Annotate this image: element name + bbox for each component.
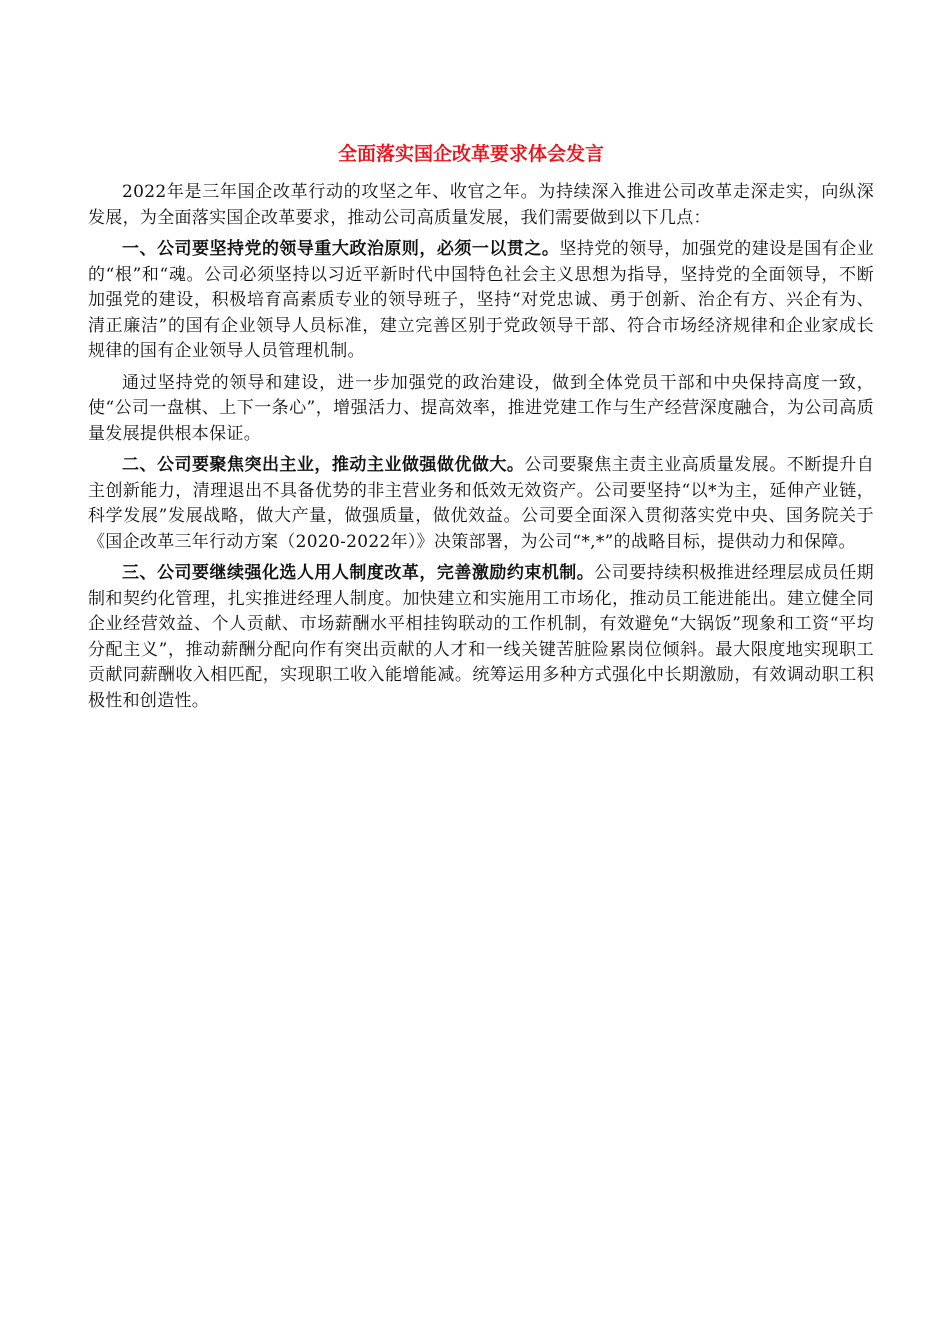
document-body (88, 140, 874, 720)
paragraph-heading: 一、公司要坚持党的领导重大政治原则，必须一以贯之。 (122, 239, 560, 259)
paragraph-text: 公司要聚焦主责主业高质量发展。不断提升自主创新能力，清理退出不具备优势的非主营业务和低效无效资产。公司要坚持“以*为主，延伸产业链，科学发展”发展战略，做大产量，做强质量，做优效益。公司要全面深入贯彻落实党中央、国务院关于《国企改革三年行动方案（2020-2022年）》决策部署，为公司“*,*”的战略目标，提供动力和保障。 (88, 455, 875, 552)
paragraph-heading: 二、公司要聚焦突出主业，推动主业做强做优做大。 (122, 455, 525, 475)
paragraph-intro (88, 180, 874, 231)
paragraph-point-one (88, 237, 874, 365)
document-title: 全面落实国企改革要求体会发言 (338, 143, 605, 165)
paragraph-text: 2022年是三年国企改革行动的攻坚之年、收官之年。为持续深入推进公司改革走深走实，向纵深发展，为全面落实国企改革要求，推动公司高质量发展，我们需要做到以下几点： (88, 182, 874, 228)
paragraph-point-two (88, 453, 874, 555)
paragraph-text: 通过坚持党的领导和建设，进一步加强党的政治建设，做到全体党员干部和中央保持高度一致，使“公司一盘棋、上下一条心”，增强活力、提高效率，推进党建工作与生产经营深度融合，为公司高质量发展提供根本保证。 (88, 372, 874, 444)
paragraph-point-three (88, 561, 874, 714)
paragraph-text: 公司要持续积极推进经理层成员任期制和契约化管理，扎实推进经理人制度。加快建立和实施用工市场化，推动员工能进能出。建立健全同企业经营效益、个人贡献、市场薪酬水平相挂钩联动的工作机制，有效避免“大锅饭”现象和工资“平均分配主义”，推动薪酬分配向作有突出贡献的人才和一线关键苦脏险累岗位倾斜。最大限度地实现职工贡献同薪酬收入相匹配，实现职工收入能增能减。统筹运用多种方式强化中长期激励，有效调动职工积极性和创造性。 (88, 563, 874, 711)
paragraph-heading: 三、公司要继续强化选人用人制度改革，完善激励约束机制。 (122, 563, 595, 583)
paragraph-text: 坚持党的领导，加强党的建设是国有企业的“根”和“魂。公司必须坚持以习近平新时代中国特色社会主义思想为指导，坚持党的全面领导，不断加强党的建设，积极培育高素质专业的领导班子，坚持“对党忠诚、勇于创新、治企有方、兴企有为、清正廉洁”的国有企业领导人员标准，建立完善区别于党政领导干部、符合市场经济规律和企业家成长规律的国有企业领导人员管理机制。 (88, 239, 875, 361)
paragraph-party-building (88, 371, 874, 448)
